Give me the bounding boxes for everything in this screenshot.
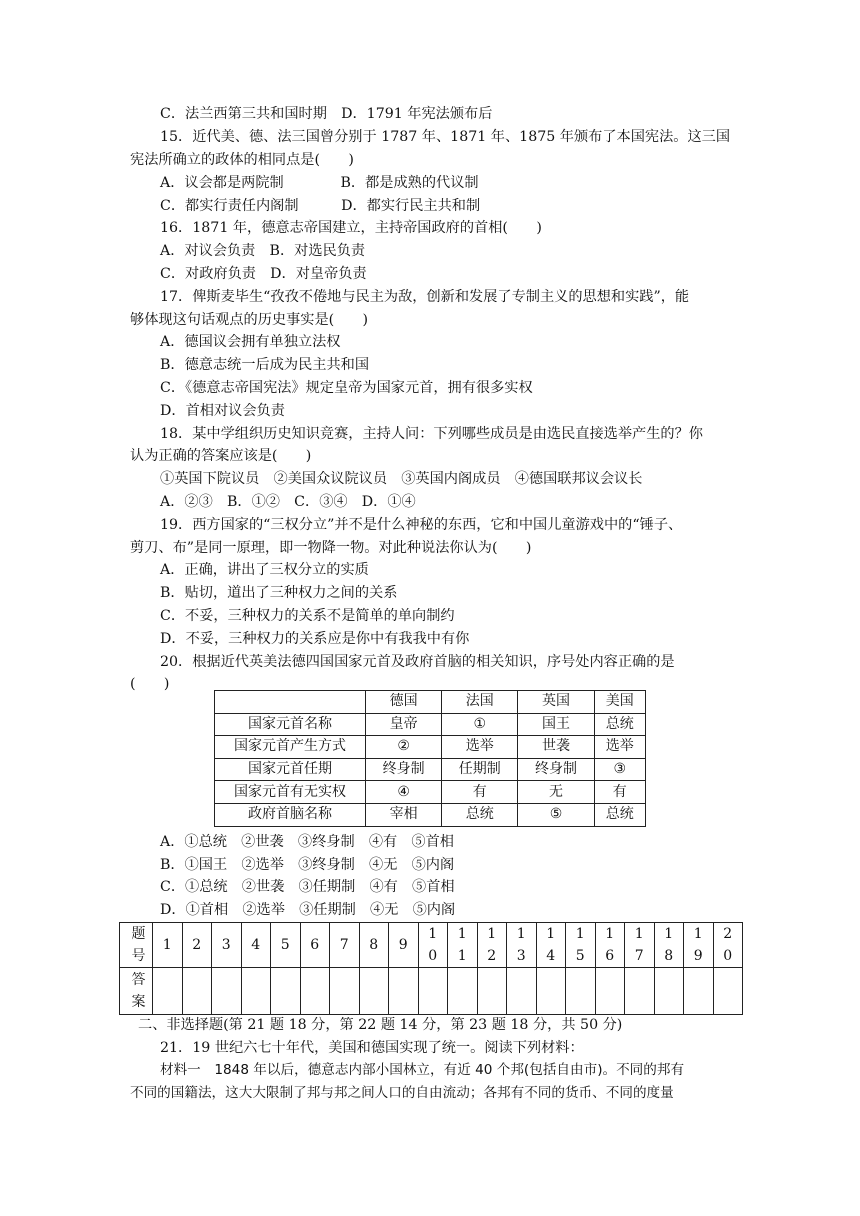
table-cell: 有 — [594, 781, 645, 804]
table-cell: 国家元首任期 — [215, 758, 366, 781]
question-number: 6 — [310, 937, 320, 953]
answer-cell[interactable] — [625, 968, 655, 1015]
table-cell: 美国 — [594, 691, 645, 714]
section-heading-non-choice: 二、非选择题(第 21 题 18 分，第 22 题 14 分，第 23 题 18 分，共 50 分) — [138, 1017, 623, 1033]
q15-stem-line1: 15．近代美、德、法三国曾分别于 1787 年、1871 年、1875 年颁布了本国宪法。这三国 — [160, 129, 731, 145]
question-number-cell — [212, 923, 242, 968]
table-cell: 皇帝 — [366, 713, 442, 736]
question-number: 3 — [221, 937, 231, 953]
question-number-cell — [359, 923, 389, 968]
question-number: 13 — [516, 926, 526, 964]
table-cell: ④ — [366, 781, 442, 804]
table-row — [215, 736, 646, 759]
question-number-cell — [654, 923, 684, 968]
question-number-cell — [713, 923, 743, 968]
q16-options-cd: C．对政府负责 D．对皇帝负责 — [160, 266, 367, 282]
table-cell: 总统 — [594, 713, 645, 736]
answer-row-label-cell — [120, 968, 153, 1015]
answer-cell[interactable] — [507, 968, 537, 1015]
question-number: 20 — [723, 926, 733, 964]
q20-option-d: D．①首相 ②选举 ③任期制 ④无 ⑤内阁 — [160, 902, 456, 918]
answer-cell[interactable] — [654, 968, 684, 1015]
answer-cell[interactable] — [595, 968, 625, 1015]
table-cell: ② — [366, 736, 442, 759]
answer-blank-row — [120, 968, 743, 1015]
question-number-cell — [153, 923, 183, 968]
answer-cell[interactable] — [448, 968, 478, 1015]
answer-cell[interactable] — [271, 968, 301, 1015]
q21-material-line2: 不同的国籍法，这大大限制了邦与邦之间人口的自由流动；各邦有不同的货币、不同的度量 — [130, 1085, 674, 1101]
answer-sheet-table — [119, 922, 743, 1015]
q17-stem-line2: 够体现这句话观点的历史事实是( ) — [130, 312, 369, 328]
table-cell: 世袭 — [518, 736, 594, 759]
question-number: 11 — [457, 926, 467, 964]
q20-stem-line2: ( ) — [130, 676, 170, 692]
q20-option-c: C．①总统 ②世袭 ③任期制 ④有 ⑤首相 — [160, 879, 455, 895]
question-number: 16 — [605, 926, 615, 964]
answer-cell[interactable] — [241, 968, 271, 1015]
q15-stem-line2: 宪法所确立的政体的相同点是( ) — [130, 152, 354, 168]
question-number-cell — [241, 923, 271, 968]
question-number: 19 — [693, 926, 703, 964]
question-number-cell — [684, 923, 714, 968]
question-number-cell — [271, 923, 301, 968]
head-of-state-comparison-table — [214, 690, 646, 827]
q20-stem-line1: 20．根据近代英美法德四国国家元首及政府首脑的相关知识，序号处内容正确的是 — [160, 654, 675, 670]
q17-option-c: C．《德意志帝国宪法》规定皇帝为国家元首，拥有很多实权 — [160, 380, 533, 396]
answer-cell[interactable] — [389, 968, 419, 1015]
answer-row-label-cell — [120, 923, 153, 968]
table-cell: ① — [442, 713, 518, 736]
table-cell: 法国 — [442, 691, 518, 714]
answer-cell[interactable] — [713, 968, 743, 1015]
q19-option-a: A．正确，讲出了三权分立的实质 — [160, 562, 369, 578]
q18-options: A．②③ B．①② C．③④ D．①④ — [160, 494, 416, 510]
question-number: 2 — [192, 937, 202, 953]
table-cell: 有 — [442, 781, 518, 804]
answer-cell[interactable] — [477, 968, 507, 1015]
answer-cell[interactable] — [182, 968, 212, 1015]
q17-stem-line1: 17．俾斯麦毕生“孜孜不倦地与民主为敌，创新和发展了专制主义的思想和实践”，能 — [160, 289, 690, 305]
answer-cell[interactable] — [536, 968, 566, 1015]
table-row — [215, 781, 646, 804]
q20-option-b: B．①国王 ②选举 ③终身制 ④无 ⑤内阁 — [160, 857, 455, 873]
question-number-cell — [418, 923, 448, 968]
table-cell: ③ — [594, 758, 645, 781]
question-number-cell — [507, 923, 537, 968]
question-number: 5 — [280, 937, 290, 953]
table-cell: 德国 — [366, 691, 442, 714]
q19-option-b: B．贴切，道出了三种权力之间的关系 — [160, 585, 398, 601]
table-cell: 国家元首产生方式 — [215, 736, 366, 759]
table-cell — [215, 691, 366, 714]
answer-cell[interactable] — [300, 968, 330, 1015]
answer-cell[interactable] — [330, 968, 360, 1015]
answer-label: 答案 — [131, 972, 146, 1010]
question-number: 8 — [369, 937, 379, 953]
table-header-row — [215, 691, 646, 714]
question-number: 18 — [664, 926, 674, 964]
q14-options-cd: C．法兰西第三共和国时期 D．1791 年宪法颁布后 — [160, 106, 493, 122]
q21-material-line1: 材料一 1848 年以后，德意志内部小国林立，有近 40 个邦(包括自由市)。不同的邦有 — [160, 1062, 685, 1078]
table-cell: 任期制 — [442, 758, 518, 781]
answer-cell[interactable] — [359, 968, 389, 1015]
table-cell: 选举 — [442, 736, 518, 759]
answer-cell[interactable] — [418, 968, 448, 1015]
question-number: 1 — [162, 937, 172, 953]
q18-items: ①英国下院议员 ②美国众议院议员 ③英国内阁成员 ④德国联邦议会议长 — [160, 471, 643, 487]
q15-options-cd: C．都实行责任内阁制 D．都实行民主共和制 — [160, 198, 481, 214]
q19-stem-line1: 19．西方国家的“三权分立”并不是什么神秘的东西，它和中国儿童游戏中的“锤子、 — [160, 517, 683, 533]
answer-cell[interactable] — [684, 968, 714, 1015]
table-cell: 终身制 — [518, 758, 594, 781]
question-number: 12 — [487, 926, 497, 964]
table-cell: 总统 — [594, 803, 645, 826]
q18-stem-line2: 认为正确的答案应该是( ) — [130, 448, 312, 464]
q17-option-d: D．首相对议会负责 — [160, 403, 285, 419]
q16-stem: 16．1871 年，德意志帝国建立，主持帝国政府的首相( ) — [160, 220, 542, 236]
table-row — [215, 713, 646, 736]
question-number-cell — [625, 923, 655, 968]
answer-cell[interactable] — [153, 968, 183, 1015]
table-cell: 宰相 — [366, 803, 442, 826]
question-number: 4 — [251, 937, 261, 953]
table-cell: 无 — [518, 781, 594, 804]
table-cell: 英国 — [518, 691, 594, 714]
question-number-cell — [536, 923, 566, 968]
table-row — [215, 758, 646, 781]
q17-option-a: A．德国议会拥有单独立法权 — [160, 334, 341, 350]
table-row — [215, 803, 646, 826]
question-number: 17 — [634, 926, 644, 964]
question-number-cell — [595, 923, 625, 968]
q15-options-ab: A．议会都是两院制 B．都是成熟的代议制 — [160, 175, 479, 191]
question-number: 15 — [575, 926, 585, 964]
table-cell: 总统 — [442, 803, 518, 826]
answer-cell[interactable] — [212, 968, 242, 1015]
question-number-cell — [300, 923, 330, 968]
answer-cell[interactable] — [566, 968, 596, 1015]
table-cell: 国家元首名称 — [215, 713, 366, 736]
answer-number-row — [120, 923, 743, 968]
q19-stem-line2: 剪刀、布”是同一原理，即一物降一物。对此种说法你认为( ) — [130, 540, 532, 556]
table-cell: 终身制 — [366, 758, 442, 781]
q19-option-d: D．不妥，三种权力的关系应是你中有我我中有你 — [160, 631, 470, 647]
q21-stem: 21．19 世纪六七十年代，美国和德国实现了统一。阅读下列材料： — [160, 1040, 584, 1056]
q19-option-c: C．不妥，三种权力的关系不是简单的单向制约 — [160, 608, 455, 624]
table-cell: ⑤ — [518, 803, 594, 826]
table-cell: 政府首脑名称 — [215, 803, 366, 826]
table-cell: 国家元首有无实权 — [215, 781, 366, 804]
question-number: 14 — [546, 926, 556, 964]
table-cell: 选举 — [594, 736, 645, 759]
q20-option-a: A．①总统 ②世袭 ③终身制 ④有 ⑤首相 — [160, 834, 454, 850]
question-number: 7 — [339, 937, 349, 953]
question-number-cell — [566, 923, 596, 968]
question-number-label: 题号 — [131, 926, 146, 964]
question-number-cell — [182, 923, 212, 968]
question-number: 9 — [398, 937, 408, 953]
question-number-cell — [330, 923, 360, 968]
question-number-cell — [389, 923, 419, 968]
table-cell: 国王 — [518, 713, 594, 736]
question-number: 10 — [428, 926, 438, 964]
question-number-cell — [448, 923, 478, 968]
question-number-cell — [477, 923, 507, 968]
q18-stem-line1: 18．某中学组织历史知识竞赛，主持人问：下列哪些成员是由选民直接选举产生的？你 — [160, 426, 703, 442]
q16-options-ab: A．对议会负责 B．对选民负责 — [160, 243, 366, 259]
q17-option-b: B．德意志统一后成为民主共和国 — [160, 357, 370, 373]
